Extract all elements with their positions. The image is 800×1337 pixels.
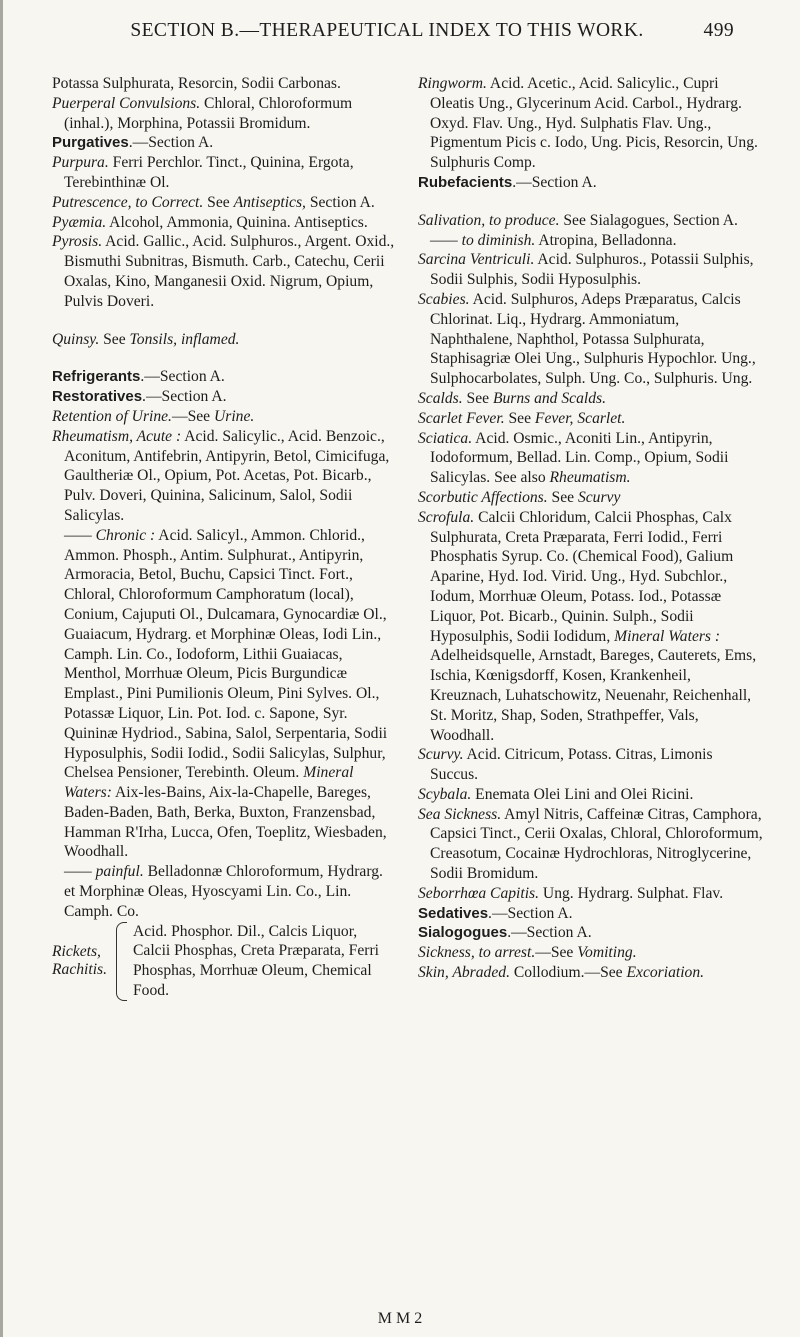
page-number: 499 xyxy=(703,20,734,41)
index-entry: Sciatica. Acid. Osmic., Aconiti Lin., Antipyrin, Iodoformum, Bellad. Lin. Comp., Opium, Sodii Salicylas. See also Rheumatism. xyxy=(418,429,729,487)
index-entry: Scorbutic Affections. See Scurvy xyxy=(418,488,621,506)
running-head-title: SECTION B.—THERAPEUTICAL INDEX TO THIS WORK. xyxy=(130,20,644,41)
index-entry: Sarcina Ventriculi. Acid. Sulphuros., Potassii Sulphis, Sodii Sulphis, Sodii Hyposulphis. xyxy=(418,251,754,289)
index-entry: Putrescence, to Correct. See Antiseptics, Section A. xyxy=(52,193,375,211)
index-entry: Skin, Abraded. Collodium.—See Excoriation. xyxy=(418,964,705,982)
index-entry: Scarlet Fever. See Fever, Scarlet. xyxy=(418,409,626,427)
index-entry: Scrofula. Calcii Chloridum, Calcii Phosphas, Calx Sulphurata, Creta Præparata, Ferri Iodid., Ferri Phosphatis Syrup. Co. (Chemical Food), Galium Aparine, Hyd. Iod. Virid. Ung., Hyd. Subchlor., Iodum, Morrhuæ Oleum, Potass. Iod., Potassæ Liquor, Pot. Bicarb., Quinin. Sulph., Sodii Hyposulphis, Sodii Iodidum, Mineral Waters : Adelheidsquelle, Arnstadt, Bareges, Cauterets, Ems, Ischia, Kœnigsdorff, Kosen, Krankenheil, Kreuznach, Luhatschowitz, Neuenahr, Reichenhall, St. Moritz, Shap, Soden, Strathpeffer, Vals, Woodhall. xyxy=(418,508,757,744)
index-entry: Puerperal Convulsions. Chloral, Chloroformum (inhal.), Morphina, Potassii Bromidum. xyxy=(52,94,353,132)
index-entry: Potassa Sulphurata, Resorcin, Sodii Carbonas. xyxy=(52,75,341,92)
page-edge-shadow xyxy=(0,0,3,1337)
index-entry: Scurvy. Acid. Citricum, Potass. Citras, Limonis Succus. xyxy=(418,746,713,784)
rickets-labels: Rickets, Rachitis. xyxy=(52,943,108,979)
index-entry: Purpura. Ferri Perchlor. Tinct., Quinina, Ergota, Terebinthinæ Ol. xyxy=(52,154,354,191)
index-entry: Pyrosis. Acid. Gallic., Acid. Sulphuros., Argent. Oxid., Bismuthi Subnitras, Bismuth. Carb., Catechu, Cerii Oxalas, Kino, Manganesii Oxid. Nigrum, Opium, Pulvis Doveri. xyxy=(52,233,395,310)
index-entry: Sea Sickness. Amyl Nitris, Caffeinæ Citras, Camphora, Capsici Tinct., Cerii Oxalas, Chloral, Chloroformum, Creasotum, Cocainæ Hydrochloras, Nitroglycerine, Sodii Bromidum. xyxy=(418,805,763,883)
index-entry: Seborrhœa Capitis. Ung. Hydrarg. Sulphat. Flav. xyxy=(418,884,724,902)
brace-mark xyxy=(116,922,127,1001)
rickets-remedies: Acid. Phosphor. Dil., Calcis Liquor, Calcii Phosphas, Creta Præparata, Ferri Phosphas, Morrhuæ Oleum, Chemical Food. xyxy=(133,922,379,1000)
index-entry: Quinsy. See Tonsils, inflamed. xyxy=(52,330,240,348)
index-entry: Refrigerants.—Section A. xyxy=(52,368,225,386)
index-subentry: —— Chronic : Acid. Salicyl., Ammon. Chlorid., Ammon. Phosph., Antim. Sulphurat., Antipyrin, Armoracia, Betol, Buchu, Capsici Tinct. Fort., Chloral, Chloroformum Camphoratum (local), Conium, Cajuputi Ol., Dulcamara, Gynocardiæ Ol., Guaiacum, Hydrarg. et Morphinæ Oleas, Iodi Lin., Camph. Lin. Co., Iodoform, Lithii Guaiacas, Menthol, Morrhuæ Oleum, Picis Burgundicæ Emplast., Pini Pumilionis Oleum, Pini Sylves. Ol., Potassæ Liquor, Lin. Pot. Iod. c. Sapone, Syr. Quininæ Hydriod., Sabina, Salol, Serpentaria, Sodii Hyposulphis, Sodii Iodid., Sodii Salicylas, Sulphur, Chelsea Pensioner, Terebinth. Oleum. Mineral Waters: Aix-les-Bains, Aix-la-Chapelle, Bareges, Baden-Baden, Bath, Berka, Buxton, Franzensbad, Hamman R'Irha, Lucca, Ofen, Toeplitz, Wiesbaden, Woodhall. xyxy=(64,526,388,861)
index-entry: Scabies. Acid. Sulphuros, Adeps Præparatus, Calcis Chlorinat. Liq., Hydrarg. Ammoniatum, Naphthalene, Naphthol, Potassa Sulphurata, Staphisagriæ Olei Ung., Sulphuris Hypochlor. Ung., Sulphocarbolates, Sulph. Ung. Co., Sulphuris. Ung. xyxy=(418,290,756,388)
index-entry: Purgatives.—Section A. xyxy=(52,134,214,152)
index-entry: Sedatives.—Section A. xyxy=(418,904,573,922)
index-entry: Ringworm. Acid. Acetic., Acid. Salicylic., Cupri Oleatis Ung., Glycerinum Acid. Carbol., Hydrarg. Oxyd. Flav. Ung., Hyd. Sulphatis Flav. Ung., Pigmentum Picis c. Iodo, Ung. Picis, Resorcin, Ung. Sulphuris Comp. xyxy=(418,75,758,172)
left-column xyxy=(52,74,396,1001)
index-entry: Scybala. Enemata Olei Lini and Olei Ricini. xyxy=(418,785,694,803)
index-entry: Salivation, to produce. See Sialagogues, Section A. xyxy=(418,211,738,229)
index-entry: Rubefacients.—Section A. xyxy=(418,173,597,191)
index-entry: Pyæmia. Alcohol, Ammonia, Quinina. Antiseptics. xyxy=(52,213,368,231)
index-entry: Sickness, to arrest.—See Vomiting. xyxy=(418,944,637,962)
index-subentry: —— painful. Belladonnæ Chloroformum, Hydrarg. et Morphinæ Oleas, Hyoscyami Lin. Co., Lin. Camph. Co. xyxy=(64,863,383,920)
index-entry: Rheumatism, Acute : Acid. Salicylic., Acid. Benzoic., Aconitum, Antifebrin, Antipyrin, Betol, Cimicifuga, Gaultheriæ Ol., Opium, Pot. Acetas, Pot. Bicarb., Pulv. Doveri, Quinina, Salicinum, Salol, Sodii Salicylas. xyxy=(52,427,390,524)
rickets-entry xyxy=(52,922,396,1001)
index-entry: Retention of Urine.—See Urine. xyxy=(52,407,255,425)
running-head xyxy=(40,20,734,50)
index-entry: Scalds. See Burns and Scalds. xyxy=(418,389,606,407)
index-subentry: —— to diminish. Atropina, Belladonna. xyxy=(430,231,677,249)
right-column xyxy=(418,74,764,983)
index-entry: Restoratives.—Section A. xyxy=(52,388,227,406)
signature-mark: M M 2 xyxy=(377,1310,423,1327)
index-entry: Sialogogues.—Section A. xyxy=(418,924,592,942)
